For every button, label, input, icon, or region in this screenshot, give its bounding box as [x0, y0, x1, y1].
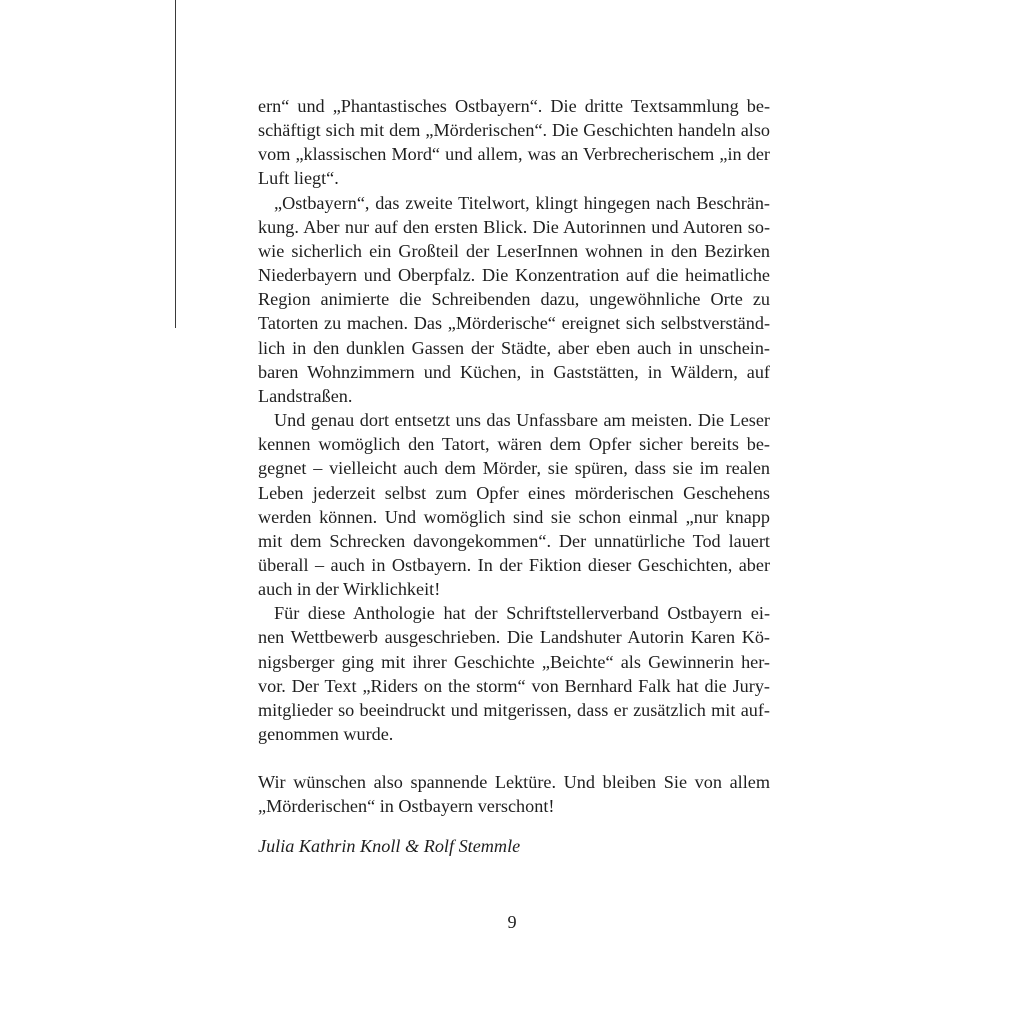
text-line: Tatorten zu machen. Das „Mörderische“ ereignet sich selbstverständ-	[258, 313, 770, 334]
margin-rule	[175, 0, 176, 328]
text-line: ern“ und „Phantastisches Ostbayern“. Die dritte Textsammlung be-	[258, 96, 770, 116]
text-line: Wir wünschen also spannende Lektüre. Und bleiben Sie von allem	[258, 772, 770, 793]
text-line: Und genau dort entsetzt uns das Unfassbare am meisten. Die Leser	[274, 410, 770, 431]
text-line: Für diese Anthologie hat der Schriftstellerverband Ostbayern ei-	[274, 603, 770, 624]
text-line: nigsberger ging mit ihrer Geschichte „Beichte“ als Gewinnerin her-	[258, 651, 770, 672]
text-line: auch in der Wirklichkeit!	[258, 579, 441, 600]
text-line: Landstraßen.	[258, 385, 353, 406]
text-line: nen Wettbewerb ausgeschrieben. Die Landshuter Autorin Karen Kö-	[258, 627, 770, 648]
text-line: gegnet – vielleicht auch dem Mörder, sie spüren, dass sie im realen	[258, 458, 770, 479]
text-line: mitglieder so beeindruckt und mitgerissen, dass er zusätzlich mit auf-	[258, 699, 770, 720]
paragraph-4	[258, 601, 770, 746]
text-line: Luft liegt“.	[258, 168, 339, 189]
text-line: kung. Aber nur auf den ersten Blick. Die Autorinnen und Autoren so-	[258, 216, 770, 237]
text-line: Region animierte die Schreibenden dazu, ungewöhnliche Orte zu	[258, 289, 770, 310]
text-line: genommen wurde.	[258, 724, 394, 745]
paragraph-spacer	[258, 746, 770, 770]
text-line: vom „klassischen Mord“ und allem, was an Verbrecherischem „in der	[258, 144, 770, 165]
page-number: 9	[507, 912, 517, 932]
closing-paragraph	[258, 770, 770, 818]
paragraph-2	[258, 191, 770, 408]
text-line: wie sicherlich ein Großteil der LeserInnen wohnen in den Bezirken	[258, 240, 770, 261]
text-line: baren Wohnzimmern und Küchen, in Gaststätten, in Wäldern, auf	[258, 361, 770, 382]
author-signature: Julia Kathrin Knoll & Rolf Stemmle	[258, 836, 521, 856]
paragraph-3	[258, 408, 770, 601]
text-line: Leben jederzeit selbst zum Opfer eines mörderischen Geschehens	[258, 482, 770, 503]
text-line: „Ostbayern“, das zweite Titelwort, klingt hingegen nach Beschrän-	[274, 192, 770, 213]
text-line: werden können. Und womöglich sind sie schon einmal „nur knapp	[258, 506, 770, 527]
text-line: kennen womöglich den Tatort, wären dem Opfer sicher bereits be-	[258, 434, 770, 455]
text-line: Niederbayern und Oberpfalz. Die Konzentration auf die heimatliche	[258, 265, 770, 286]
text-line: überall – auch in Ostbayern. In der Fiktion dieser Geschichten, aber	[258, 554, 770, 575]
paragraph-1	[258, 94, 770, 191]
body-text	[258, 94, 770, 819]
text-line: mit dem Schrecken davongekommen“. Der unnatürliche Tod lauert	[258, 530, 770, 551]
text-line: vor. Der Text „Riders on the storm“ von Bernhard Falk hat die Jury-	[258, 675, 770, 696]
text-line: lich in den dunklen Gassen der Städte, aber eben auch in unschein-	[258, 337, 770, 358]
text-line: schäftigt sich mit dem „Mörderischen“. Die Geschichten handeln also	[258, 120, 770, 141]
text-line: „Mörderischen“ in Ostbayern verschont!	[258, 796, 555, 817]
